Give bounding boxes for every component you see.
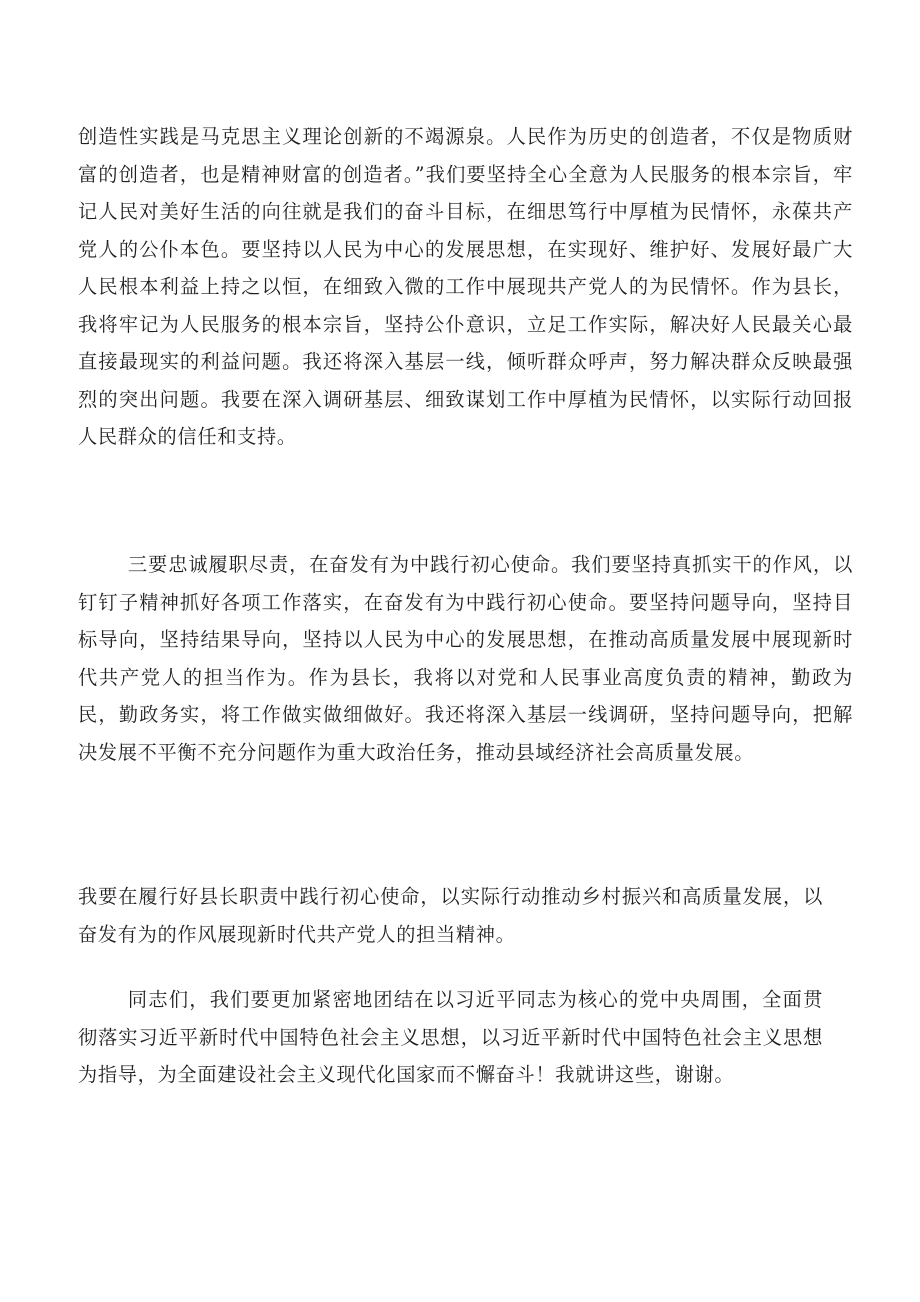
paragraph-fulfill-duties: 三要忠诚履职尽责，在奋发有为中践行初心使命。我们要坚持真抓实干的作风，以钉钉子精神抓好各项工作落实，在奋发有为中践行初心使命。要坚持问题导向，坚持目标导向，坚持结果导向，坚持以人民为中心的发展思想，在推动高质量发展中展现新时代共产党人的担当作为。作为县长，我将以对党和人民事业高度负责的精神，勤政为民，勤政务实，将工作做实做细做好。我还将深入基层一线调研，坚持问题导向，把解决发展不平衡不充分问题作为重大政治任务，推动县域经济社会高质量发展。	[78, 553, 853, 764]
paragraph-people-centered: 创造性实践是马克思主义理论创新的不竭源泉。人民作为历史的创造者，不仅是物质财富的创造者，也是精神财富的创造者。”我们要坚持全心全意为人民服务的根本宗旨，牢记人民对美好生活的向往就是我们的奋斗目标，在细思笃行中厚植为民情怀，永葆共产党人的公仆本色。要坚持以人民为中心的发展思想，在实现好、维护好、发展好最广大人民根本利益上持之以恒，在细致入微的工作中展现共产党人的为民情怀。作为县长，我将牢记为人民服务的根本宗旨，坚持公仆意识，立足工作实际，解决好人民最关心最直接最现实的利益问题。我还将深入基层一线，倾听群众呼声，努力解决群众反映最强烈的突出问题。我要在深入调研基层、细致谋划工作中厚植为民情怀，以实际行动回报人民群众的信任和支持。	[78, 125, 853, 448]
paragraph-closing-remarks: 同志们，我们要更加紧密地团结在以习近平同志为核心的党中央周围，全面贯彻落实习近平新时代中国特色社会主义思想，以习近平新时代中国特色社会主义思想为指导，为全面建设社会主义现代化国家而不懈奋斗！我就讲这些，谢谢。	[78, 988, 823, 1086]
paragraph-rural-revitalization: 我要在履行好县长职责中践行初心使命，以实际行动推动乡村振兴和高质量发展，以奋发有为的作风展现新时代共产党人的担当精神。	[78, 885, 823, 946]
